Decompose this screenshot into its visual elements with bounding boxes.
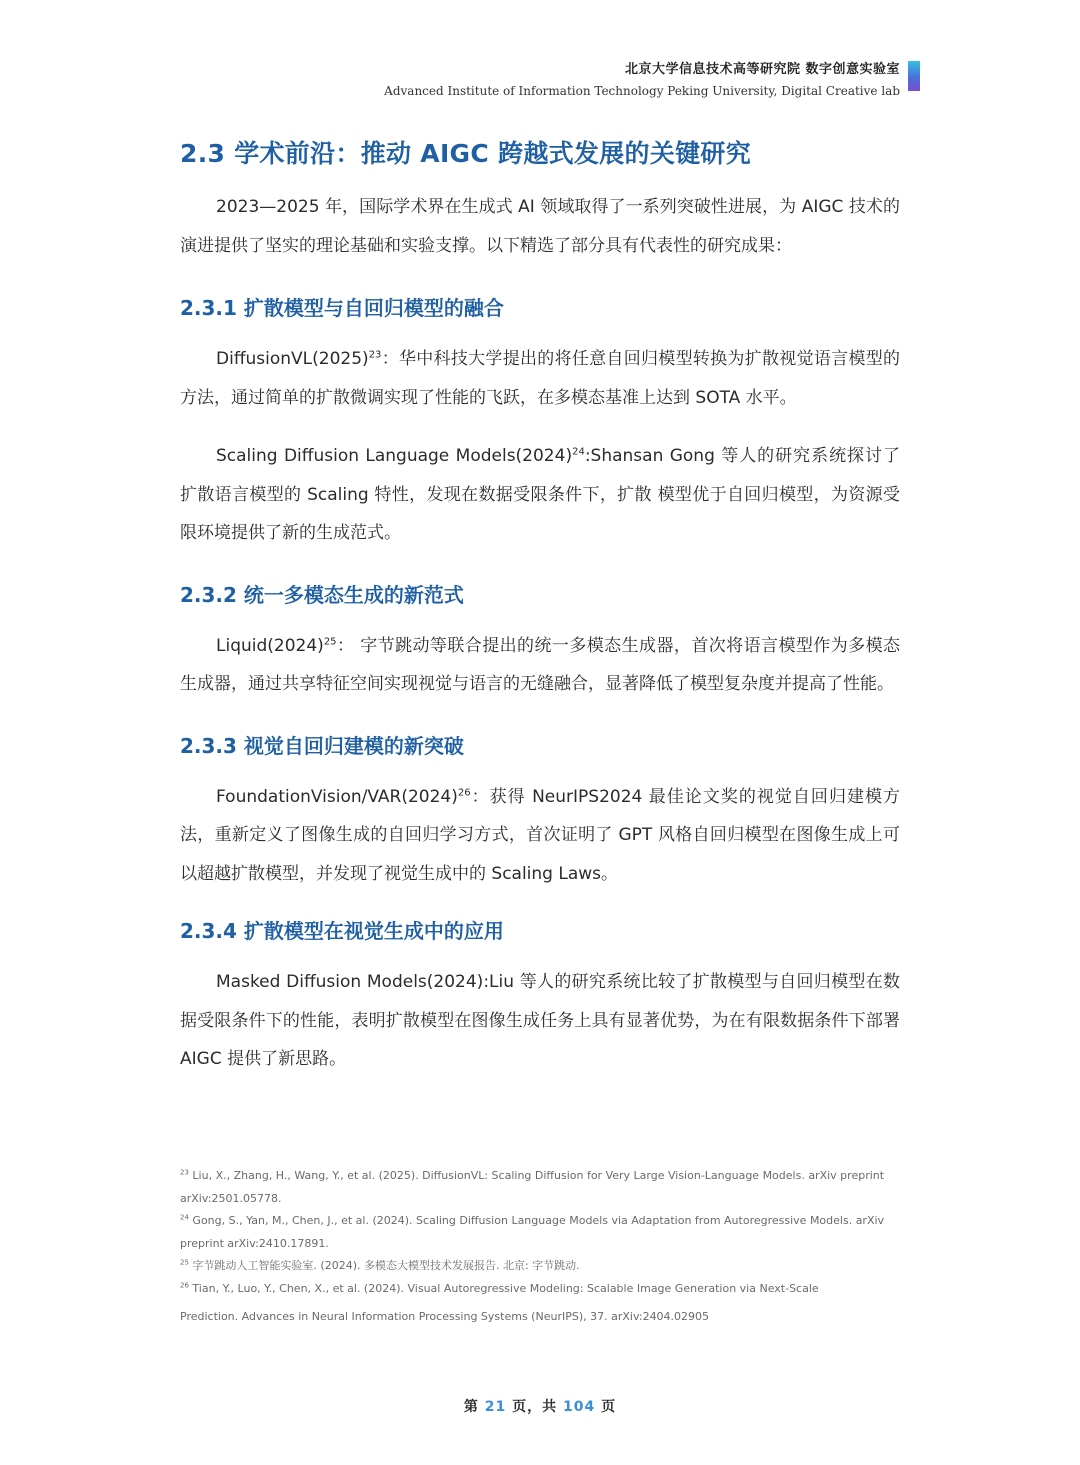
page-suffix: 页 bbox=[601, 1399, 617, 1415]
header-accent-bar bbox=[908, 61, 920, 91]
footnote-ref[interactable]: 26 bbox=[457, 786, 471, 798]
footnote bbox=[180, 1278, 900, 1329]
research-paragraph bbox=[180, 778, 900, 894]
subsection-title: 2.3.1 扩散模型与自回归模型的融合 bbox=[180, 296, 504, 320]
paper-name: DiffusionVL(2025) bbox=[216, 349, 369, 369]
paper-name: Scaling Diffusion Language Models(2024) bbox=[216, 446, 573, 466]
footnote-text-cont: preprint arXiv:2410.17891. bbox=[180, 1236, 329, 1250]
paper-name: Liquid(2024) bbox=[216, 635, 324, 656]
footnote-ref[interactable]: 25 bbox=[323, 635, 337, 647]
subsection-title: 2.3.4 扩散模型在视觉生成中的应用 bbox=[180, 919, 504, 943]
footnote-text: Liu, X., Zhang, H., Wang, Y., et al. (2025). DiffusionVL: Scaling Diffusion for Very Large Vision-Language Models. arXiv preprint bbox=[192, 1169, 885, 1182]
paper-description: ：华中科技大学提出的将任意自回归模型转换为扩散视觉语言模型的方法，通过简单的扩散微调实现了性能的飞跃，在多模态基准上达到 SOTA 水平。 bbox=[180, 349, 900, 408]
paper-name: FoundationVision/VAR(2024) bbox=[216, 786, 458, 807]
paper-description: ： 字节跳动等联合提出的统一多模态生成器，首次将语言模型作为多模态生成器，通过共享特征空间实现视觉与语言的无缝融合，显著降低了模型复杂度并提高了性能。 bbox=[180, 635, 900, 694]
footnote-ref[interactable]: 24 bbox=[572, 446, 585, 458]
institute-name-cn: 北京大学信息技术高等研究院 数字创意实验室 bbox=[624, 62, 900, 77]
section-title: 2.3 学术前沿：推动 AIGC 跨越式发展的关键研究 bbox=[180, 139, 752, 168]
footnotes bbox=[180, 1165, 900, 1329]
page-prefix: 第 bbox=[463, 1399, 479, 1415]
paper-name: Masked Diffusion Models(2024) bbox=[216, 972, 484, 992]
subsection-title: 2.3.2 统一多模态生成的新范式 bbox=[180, 582, 464, 607]
footnote-number: 26 bbox=[180, 1280, 189, 1289]
document-header bbox=[384, 60, 900, 100]
footnote-text-cont: arXiv:2501.05778. bbox=[180, 1191, 282, 1205]
research-paragraph bbox=[180, 437, 900, 553]
footnote-ref[interactable]: 23 bbox=[368, 349, 382, 361]
institute-name-en: Advanced Institute of Information Technology Peking University, Digital Creative lab bbox=[384, 84, 900, 98]
footnote-number: 24 bbox=[180, 1213, 189, 1222]
footnote-number: 25 bbox=[180, 1258, 189, 1267]
page-number bbox=[0, 1396, 1080, 1416]
footnote-number: 23 bbox=[180, 1168, 189, 1177]
paper-description: :Liu 等人的研究系统比较了扩散模型与自回归模型在数据受限条件下的性能，表明扩散模型在图像生成任务上具有显著优势，为在有限数据条件下部署 AIGC 提供了新思路。 bbox=[180, 972, 900, 1069]
research-paragraph bbox=[180, 340, 900, 417]
footnote bbox=[180, 1255, 900, 1278]
footnote-text-cont: Prediction. Advances in Neural Information Processing Systems (NeurIPS), 37. arXiv:2404.02905 bbox=[180, 1310, 710, 1323]
footnote bbox=[180, 1165, 900, 1210]
research-paragraph bbox=[180, 963, 900, 1079]
section-intro: 2023—2025 年，国际学术界在生成式 AI 领域取得了一系列突破性进展，为 AIGC 技术的演进提供了坚实的理论基础和实验支撑。以下精选了部分具有代表性的研究成果： bbox=[180, 197, 900, 256]
subsection-title: 2.3.3 视觉自回归建模的新突破 bbox=[180, 733, 464, 758]
paper-description: :Shansan Gong 等人的研究系统探讨了扩散语言模型的 Scaling 特性，发现在数据受限条件下，扩散 模型优于自回归模型，为资源受限环境提供了新的生成范式。 bbox=[180, 446, 900, 543]
total-pages: 104 bbox=[563, 1399, 596, 1415]
footnote-text: Tian, Y., Luo, Y., Chen, X., et al. (2024). Visual Autoregressive Modeling: Scalable Image Generation via Next-Scale bbox=[192, 1281, 819, 1295]
paper-description: ：获得 NeurIPS2024 最佳论文奖的视觉自回归建模方法，重新定义了图像生成的自回归学习方式，首次证明了 GPT 风格自回归模型在图像生成上可以超越扩散模型，并发现了视觉生成中的 Scaling Laws。 bbox=[180, 786, 900, 884]
main-content bbox=[180, 132, 900, 1079]
current-page: 21 bbox=[484, 1399, 507, 1415]
research-paragraph bbox=[180, 627, 900, 704]
footnote bbox=[180, 1210, 900, 1255]
footnote-text: Gong, S., Yan, M., Chen, J., et al. (2024). Scaling Diffusion Language Models via Adaptation from Autoregressive Models. arXiv bbox=[192, 1214, 885, 1227]
footnote-text: 字节跳动人工智能实验室. (2024). 多模态大模型技术发展报告. 北京: 字节跳动. bbox=[192, 1259, 580, 1272]
page-middle: 页，共 bbox=[512, 1399, 558, 1415]
